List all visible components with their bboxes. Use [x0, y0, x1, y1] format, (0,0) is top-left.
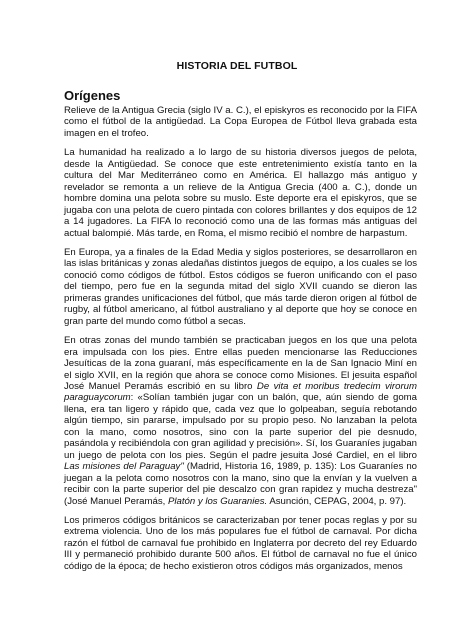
paragraph-3: En Europa, ya a finales de la Edad Media y siglos posteriores, se desarrollaron en las islas británicas y zonas aledañas distintos juegos de equipo, a los cuales se los conoció como códigos de fútbol. Estos códigos se fueron unificando con el paso del tiempo, pero fue en la segunda mitad del siglo XVII cuando se dieron las primeras grandes unificaciones del fútbol, que más tarde dieron origen al fútbol de rugby, al fútbol americano, al fútbol australiano y al deporte que hoy se conoce en gran parte del mundo como fútbol a secas. [64, 246, 417, 327]
book-title-platon: Platón y los Guaranies. [167, 495, 268, 507]
paragraph-4-part-a: En otras zonas del mundo también se practicaban juegos en los que una pelota era impulsada con los pies. Entre ellas pueden mencionarse las Reducciones Jesuíticas de la zona guaraní, más específicamente en la de San Ignacio Miní en el siglo XVII, en la región que ahora se conoce como Misiones. El jesuita español José Manuel Peramás escribió en su libro [64, 335, 417, 392]
paragraph-2: La humanidad ha realizado a lo largo de su historia diversos juegos de pelota, desde la Antigüedad. Se conoce que este entretenimiento existía tanto en la cultura del Mar Mediterráneo como en América. El hallazgo más antiguo y revelador se remonta a un relieve de la Antigua Grecia (400 a. C.), donde un hombre domina una pelota sobre su muslo. Este deporte era el episkyros, que se jugaba con una pelota de cuero pintada con colores brillantes y dos equipos de 12 a 14 jugadores. La FIFA lo reconoció como una de las formas más antiguas del actual balompié. Más tarde, en Roma, el mismo recibió el nombre de harpastum. [64, 147, 417, 239]
paragraph-4-part-c: (Madrid, Historia 16, 1989, p. 135): Los Guaraníes no juegan a la pelota como nosotros con la mano, sino que la envían y la vuelven a recibir con la parte superior del pie descalzo con gran rapidez y mucha destreza" (José Manuel Peramás, [64, 461, 417, 507]
paragraph-4-part-d: Asunción, CEPAG, 2004, p. 97). [267, 495, 407, 507]
section-heading: Orígenes [64, 88, 121, 103]
book-title-misiones: Las misiones del Paraguay" [64, 461, 184, 473]
book-title-de-vita: De vita et moribus tredecim virorum paraguaycorum [64, 380, 417, 404]
paragraph-4-part-b: : «Solían también jugar con un balón, que, aún siendo de goma llena, era tan ligero y rápido que, cada vez que lo golpeaban, seguía rebotando algún tiempo, sin pararse, impulsado por su propio peso. No lanzaban la pelota con la mano, como nosotros, sino con la parte superior del pie desnudo, pasándola y recibiéndola con gran agilidad y precisión». Sí, los Guaraníes jugaban un juego de pelota con los pies. Según el padre jesuita José Cardiel, en el libro [64, 392, 417, 461]
document-body [64, 105, 417, 580]
paragraph-1: Relieve de la Antigua Grecia (siglo IV a. C.), el episkyros es reconocido por la FIFA como el fútbol de la antigüedad. La Copa Europea de Fútbol lleva grabada esta imagen en el trofeo. [64, 105, 417, 139]
paragraph-5: Los primeros códigos británicos se caracterizaban por tener pocas reglas y por su extrema violencia. Uno de los más populares fue el fútbol de carnaval. Por dicha razón el fútbol de carnaval fue prohibido en Inglaterra por decreto del rey Eduardo III y permaneció prohibido durante 500 años. El fútbol de carnaval no fue el único código de la época; de hecho existieron otros códigos más organizados, menos [64, 514, 417, 572]
paragraph-4 [64, 335, 417, 507]
document-title: HISTORIA DEL FUTBOL [176, 60, 298, 72]
